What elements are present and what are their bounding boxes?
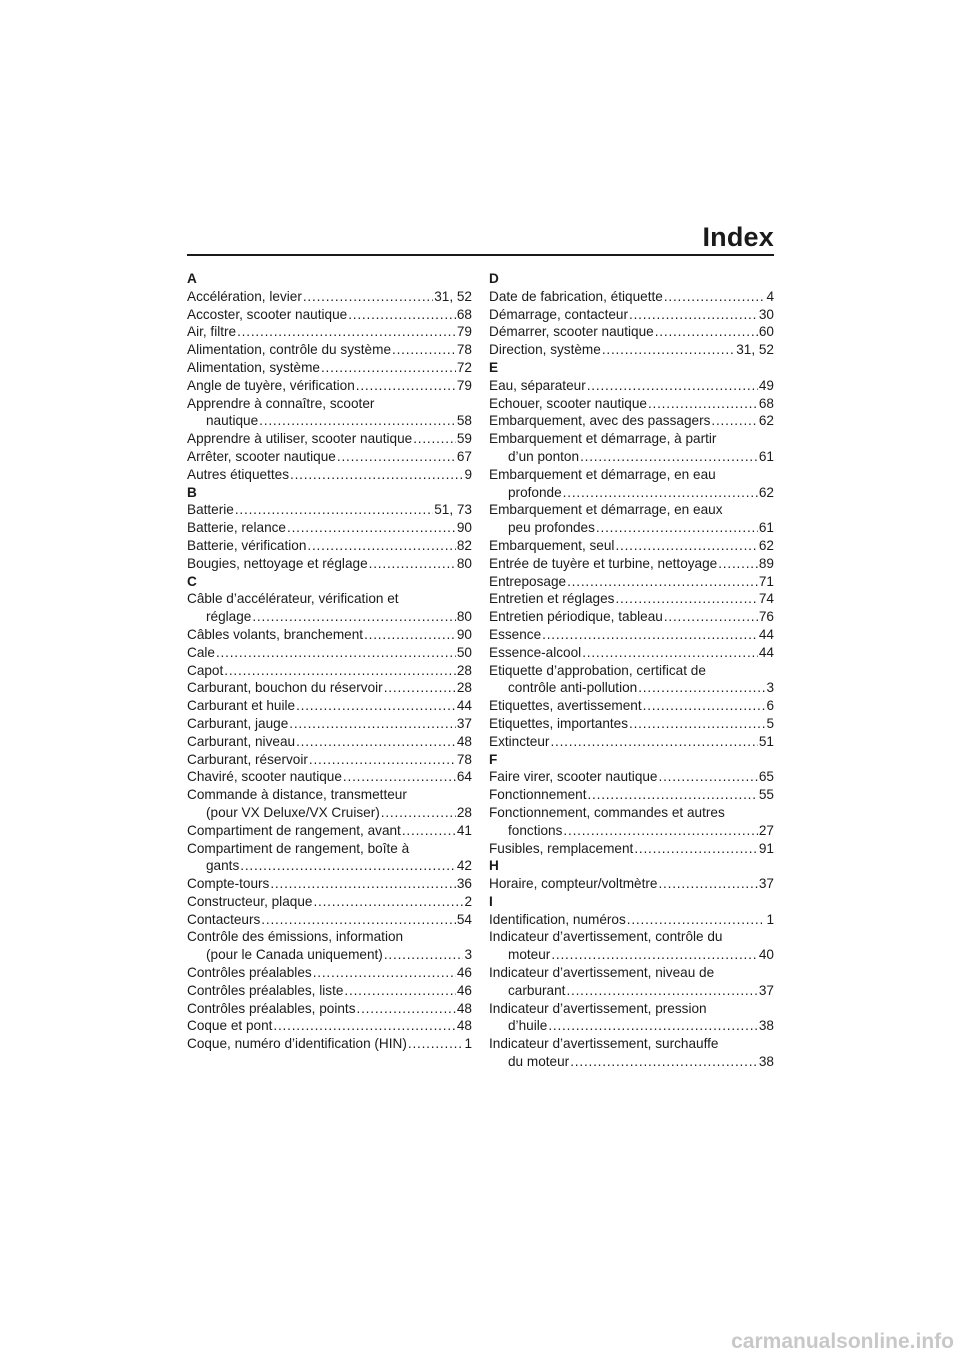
index-entry	[489, 768, 774, 786]
dot-leader	[596, 519, 758, 537]
dot-leader	[289, 715, 456, 733]
entry-label: Fonctionnement	[489, 787, 587, 803]
index-entry	[489, 323, 774, 341]
page-number: 74	[758, 591, 774, 607]
index-column-left	[187, 270, 472, 1053]
page-number: 64	[456, 769, 472, 785]
dot-leader	[337, 448, 456, 466]
index-entry	[489, 466, 774, 502]
index-letter-heading: F	[489, 751, 498, 767]
page-title: Index	[702, 222, 774, 252]
page-number: 38	[758, 1018, 774, 1034]
entry-label: Direction, système	[489, 342, 601, 358]
dot-leader	[542, 626, 758, 644]
entry-label: Batterie, relance	[187, 520, 286, 536]
dot-leader	[634, 840, 758, 858]
index-entry	[187, 1000, 472, 1018]
dot-leader	[563, 822, 757, 840]
dot-leader	[384, 679, 456, 697]
index-entry	[489, 341, 774, 359]
index-entry	[187, 715, 472, 733]
entry-label: Cale	[187, 644, 215, 660]
entry-label-continued: gants	[206, 858, 240, 874]
index-letter-heading: I	[489, 893, 493, 909]
page-number: 72	[456, 359, 472, 375]
entry-label-continued: du moteur	[508, 1054, 570, 1070]
index-entry	[489, 626, 774, 644]
page-number: 62	[758, 413, 774, 429]
dot-leader	[343, 768, 456, 786]
dot-leader	[580, 448, 758, 466]
entry-label: Coque, numéro d’identification (HIN)	[187, 1036, 407, 1052]
index-entry	[187, 822, 472, 840]
index-entry	[187, 359, 472, 377]
index-entry	[187, 501, 472, 519]
index-entry	[187, 1035, 472, 1053]
index-entry	[187, 768, 472, 786]
index-entry	[187, 911, 472, 929]
entry-label: Essence-alcool	[489, 644, 582, 660]
dot-leader	[655, 323, 758, 341]
dot-leader	[658, 875, 757, 893]
page-number: 68	[758, 395, 774, 411]
page-number: 78	[456, 751, 472, 767]
dot-leader	[296, 733, 456, 751]
dot-leader	[638, 679, 765, 697]
entry-label: Compartiment de rangement, boîte à	[187, 840, 410, 856]
page-number: 5	[766, 715, 774, 731]
entry-label: Câbles volants, branchement	[187, 626, 364, 642]
entry-label: Arrêter, scooter nautique	[187, 448, 336, 464]
index-entry	[187, 555, 472, 573]
dot-leader	[235, 501, 433, 519]
entry-label-continued: moteur	[508, 947, 551, 963]
dot-leader	[270, 875, 456, 893]
page-number: 30	[758, 306, 774, 322]
index-entry	[187, 964, 472, 982]
index-entry	[489, 875, 774, 893]
index-entry	[489, 715, 774, 733]
entry-label: Faire virer, scooter nautique	[489, 769, 658, 785]
page-number: 6	[766, 698, 774, 714]
dot-leader	[259, 412, 456, 430]
entry-label-continued: (pour le Canada uniquement)	[206, 947, 383, 963]
page-number: 76	[758, 609, 774, 625]
dot-leader	[307, 537, 455, 555]
index-entry	[489, 644, 774, 662]
entry-label: Contacteurs	[187, 911, 261, 927]
page-number: 89	[758, 555, 774, 571]
index-entry	[187, 323, 472, 341]
index-entry	[187, 875, 472, 893]
dot-leader	[629, 715, 765, 733]
entry-label: Embarquement et démarrage, en eaux	[489, 502, 723, 518]
entry-label: Accélération, levier	[187, 288, 302, 304]
index-entry	[489, 377, 774, 395]
entry-label: Embarquement, avec des passagers	[489, 413, 711, 429]
index-entry	[489, 804, 774, 840]
dot-leader	[303, 288, 433, 306]
entry-label: Contrôles préalables	[187, 965, 312, 981]
index-entry	[187, 928, 472, 964]
index-entry	[187, 306, 472, 324]
page-number: 55	[758, 787, 774, 803]
entry-label: Angle de tuyère, vérification	[187, 377, 355, 393]
entry-label: Fusibles, remplacement	[489, 840, 634, 856]
entry-label: Batterie, vérification	[187, 537, 307, 553]
index-entry	[187, 537, 472, 555]
title-divider	[187, 254, 774, 256]
page-number: 90	[456, 626, 472, 642]
index-entry	[489, 608, 774, 626]
dot-leader	[551, 946, 758, 964]
page-number: 51	[758, 733, 774, 749]
index-entry	[187, 430, 472, 448]
page-number: 78	[456, 342, 472, 358]
entry-label: Embarquement et démarrage, à partir	[489, 431, 717, 447]
page-number: 48	[456, 1000, 472, 1016]
page-number: 62	[758, 484, 774, 500]
entry-label: Air, filtre	[187, 324, 237, 340]
entry-label-continued: fonctions	[508, 822, 563, 838]
entry-label: Carburant et huile	[187, 698, 296, 714]
index-entry	[489, 430, 774, 466]
page-number: 82	[456, 537, 472, 553]
dot-leader	[216, 644, 456, 662]
page-number: 58	[456, 413, 472, 429]
dot-leader	[321, 359, 456, 377]
dot-leader	[240, 857, 456, 875]
dot-leader	[252, 608, 456, 626]
dot-leader	[659, 768, 758, 786]
dot-leader	[313, 964, 456, 982]
page-number: 61	[758, 448, 774, 464]
index-entry	[187, 395, 472, 431]
dot-leader	[566, 982, 757, 1000]
index-entry	[187, 662, 472, 680]
index-letter-heading: C	[187, 573, 197, 589]
entry-label: Carburant, jauge	[187, 715, 289, 731]
page-number: 31, 52	[434, 288, 472, 304]
index-entry	[187, 466, 472, 484]
index-entry	[187, 519, 472, 537]
page-number: 3	[464, 947, 472, 963]
page-number: 65	[758, 769, 774, 785]
entry-label: Coque et pont	[187, 1018, 273, 1034]
entry-label: Indicateur d’avertissement, pression	[489, 1000, 707, 1016]
index-entry	[187, 1017, 472, 1035]
page-number: 37	[758, 982, 774, 998]
dot-leader	[550, 733, 757, 751]
index-entry	[489, 537, 774, 555]
entry-label: Constructeur, plaque	[187, 893, 313, 909]
page-number: 61	[758, 520, 774, 536]
dot-leader	[582, 644, 758, 662]
dot-leader	[237, 323, 456, 341]
entry-label: Entretien périodique, tableau	[489, 609, 663, 625]
index-entry	[489, 306, 774, 324]
entry-label: Indicateur d’avertissement, niveau de	[489, 965, 715, 981]
index-entry	[489, 590, 774, 608]
entry-label-continued: profonde	[508, 484, 562, 500]
page-number: 40	[758, 947, 774, 963]
entry-label: Contrôles préalables, liste	[187, 982, 344, 998]
entry-label-continued: carburant	[508, 982, 566, 998]
entry-label: Démarrer, scooter nautique	[489, 324, 654, 340]
page-number: 90	[456, 520, 472, 536]
entry-label: Contrôles préalables, points	[187, 1000, 356, 1016]
dot-leader	[273, 1017, 455, 1035]
page-number: 60	[758, 324, 774, 340]
entry-label: Carburant, réservoir	[187, 751, 308, 767]
index-entry	[187, 644, 472, 662]
index-entry	[187, 626, 472, 644]
dot-leader	[364, 626, 456, 644]
page-number: 4	[766, 288, 774, 304]
entry-label: Date de fabrication, étiquette	[489, 288, 663, 304]
entry-label: Alimentation, contrôle du système	[187, 342, 392, 358]
entry-label-continued: d’un ponton	[508, 448, 580, 464]
dot-leader	[348, 306, 456, 324]
entry-label-continued: contrôle anti-pollution	[508, 680, 638, 696]
index-entry	[187, 590, 472, 626]
dot-leader	[570, 1053, 758, 1071]
entry-label: Démarrage, contacteur	[489, 306, 629, 322]
page-number: 36	[456, 876, 472, 892]
dot-leader	[643, 697, 766, 715]
dot-leader	[381, 804, 456, 822]
index-column-right	[489, 270, 774, 1071]
entry-label: Embarquement et démarrage, en eau	[489, 466, 716, 482]
dot-leader	[615, 590, 757, 608]
index-entry	[187, 982, 472, 1000]
index-entry	[187, 733, 472, 751]
entry-label: Entretien et réglages	[489, 591, 615, 607]
page-number: 71	[758, 573, 774, 589]
entry-label: Contrôle des émissions, information	[187, 929, 404, 945]
page-number: 37	[758, 876, 774, 892]
page-number: 91	[758, 840, 774, 856]
page-number: 3	[766, 680, 774, 696]
page-number: 41	[456, 822, 472, 838]
dot-leader	[296, 697, 456, 715]
index-entry	[489, 733, 774, 751]
index-entry	[187, 679, 472, 697]
index-entry	[489, 412, 774, 430]
dot-leader	[313, 893, 463, 911]
dot-leader	[567, 573, 758, 591]
page-number: 79	[456, 377, 472, 393]
dot-leader	[309, 751, 456, 769]
dot-leader	[224, 662, 456, 680]
page-number: 28	[456, 804, 472, 820]
page-number: 79	[456, 324, 472, 340]
entry-label: Horaire, compteur/voltmètre	[489, 876, 658, 892]
page-number: 31, 52	[736, 342, 774, 358]
dot-leader	[392, 341, 456, 359]
index-entry	[489, 555, 774, 573]
page-number: 46	[456, 982, 472, 998]
index-entry	[489, 395, 774, 413]
index-entry	[489, 911, 774, 929]
page-number: 1	[464, 1036, 472, 1052]
entry-label: Commande à distance, transmetteur	[187, 787, 407, 803]
entry-label: Etiquettes, avertissement	[489, 698, 642, 714]
index-entry	[187, 448, 472, 466]
index-entry	[489, 573, 774, 591]
dot-leader	[408, 1035, 464, 1053]
dot-leader	[711, 412, 757, 430]
dot-leader	[627, 911, 766, 929]
entry-label: Alimentation, système	[187, 359, 320, 375]
dot-leader	[587, 786, 757, 804]
page-number: 28	[456, 680, 472, 696]
entry-label: Compte-tours	[187, 876, 270, 892]
entry-label: Capot	[187, 662, 224, 678]
entry-label-continued: réglage	[206, 609, 252, 625]
page-number: 46	[456, 965, 472, 981]
page-number: 51, 73	[434, 502, 472, 518]
entry-label-continued: d’huile	[508, 1018, 548, 1034]
index-entry	[489, 501, 774, 537]
page-number: 9	[464, 466, 472, 482]
index-entry	[187, 377, 472, 395]
entry-label: Apprendre à connaître, scooter	[187, 395, 375, 411]
page-number: 48	[456, 733, 472, 749]
dot-leader	[629, 306, 758, 324]
index-entry	[187, 786, 472, 822]
index-entry	[489, 288, 774, 306]
page-number: 80	[456, 609, 472, 625]
entry-label: Embarquement, seul	[489, 537, 615, 553]
dot-leader	[563, 484, 758, 502]
index-entry	[187, 840, 472, 876]
index-letter-heading: H	[489, 858, 499, 874]
index-entry	[489, 786, 774, 804]
entry-label: Batterie	[187, 502, 234, 518]
index-entry	[489, 697, 774, 715]
dot-leader	[718, 555, 758, 573]
entry-label: Indicateur d’avertissement, contrôle du	[489, 929, 723, 945]
page-number: 80	[456, 555, 472, 571]
entry-label: Eau, séparateur	[489, 377, 586, 393]
entry-label: Essence	[489, 626, 542, 642]
dot-leader	[402, 822, 456, 840]
index-letter-heading: E	[489, 359, 499, 375]
index-letter-heading: D	[489, 271, 499, 286]
page-number: 44	[456, 698, 472, 714]
page-number: 54	[456, 911, 472, 927]
entry-label-continued: (pour VX Deluxe/VX Cruiser)	[206, 804, 380, 820]
page-number: 27	[758, 822, 774, 838]
page-number: 37	[456, 715, 472, 731]
entry-label: Entrée de tuyère et turbine, nettoyage	[489, 555, 718, 571]
entry-label: Fonctionnement, commandes et autres	[489, 804, 725, 820]
page-number: 28	[456, 662, 472, 678]
dot-leader	[384, 946, 464, 964]
page-number: 44	[758, 626, 774, 642]
index-entry	[489, 662, 774, 698]
page-number: 62	[758, 537, 774, 553]
page-number: 59	[456, 431, 472, 447]
entry-label: Echouer, scooter nautique	[489, 395, 647, 411]
dot-leader	[369, 555, 456, 573]
entry-label: Extincteur	[489, 733, 550, 749]
dot-leader	[548, 1017, 758, 1035]
dot-leader	[615, 537, 757, 555]
dot-leader	[602, 341, 735, 359]
dot-leader	[344, 982, 455, 1000]
page-number: 68	[456, 306, 472, 322]
page-number: 67	[456, 448, 472, 464]
index-entry	[489, 1035, 774, 1071]
dot-leader	[587, 377, 758, 395]
entry-label-continued: peu profondes	[508, 520, 595, 536]
entry-label-continued: nautique	[206, 413, 259, 429]
index-letter-heading: B	[187, 484, 197, 500]
entry-label: Indicateur d’avertissement, surchauffe	[489, 1036, 719, 1052]
entry-label: Câble d’accélérateur, vérification et	[187, 591, 399, 607]
entry-label: Compartiment de rangement, avant	[187, 822, 401, 838]
dot-leader	[356, 377, 456, 395]
entry-label: Identification, numéros	[489, 911, 626, 927]
dot-leader	[648, 395, 758, 413]
index-entry	[187, 288, 472, 306]
page-number: 1	[766, 911, 774, 927]
page-number: 42	[456, 858, 472, 874]
index-entry	[489, 964, 774, 1000]
entry-label: Accoster, scooter nautique	[187, 306, 348, 322]
page-number: 50	[456, 644, 472, 660]
index-entry	[489, 928, 774, 964]
index-entry	[187, 751, 472, 769]
entry-label: Carburant, niveau	[187, 733, 296, 749]
entry-label: Autres étiquettes	[187, 466, 290, 482]
entry-label: Carburant, bouchon du réservoir	[187, 680, 383, 696]
page-number: 49	[758, 377, 774, 393]
entry-label: Etiquettes, importantes	[489, 715, 629, 731]
page-number: 38	[758, 1054, 774, 1070]
dot-leader	[357, 1000, 456, 1018]
entry-label: Bougies, nettoyage et réglage	[187, 555, 368, 571]
index-entry	[489, 840, 774, 858]
index-entry	[187, 341, 472, 359]
entry-label: Chaviré, scooter nautique	[187, 769, 342, 785]
dot-leader	[413, 430, 456, 448]
page-number: 48	[456, 1018, 472, 1034]
entry-label: Etiquette d’approbation, certificat de	[489, 662, 706, 678]
index-entry	[489, 1000, 774, 1036]
watermark[interactable]: carmanualsonline.info	[731, 1330, 954, 1353]
dot-leader	[287, 519, 456, 537]
dot-leader	[290, 466, 463, 484]
page-number: 44	[758, 644, 774, 660]
index-entry	[187, 697, 472, 715]
dot-leader	[664, 608, 758, 626]
page-number: 2	[464, 893, 472, 909]
index-entry	[187, 893, 472, 911]
dot-leader	[261, 911, 456, 929]
dot-leader	[664, 288, 766, 306]
entry-label: Entreposage	[489, 573, 567, 589]
entry-label: Apprendre à utiliser, scooter nautique	[187, 431, 413, 447]
index-letter-heading: A	[187, 271, 197, 286]
